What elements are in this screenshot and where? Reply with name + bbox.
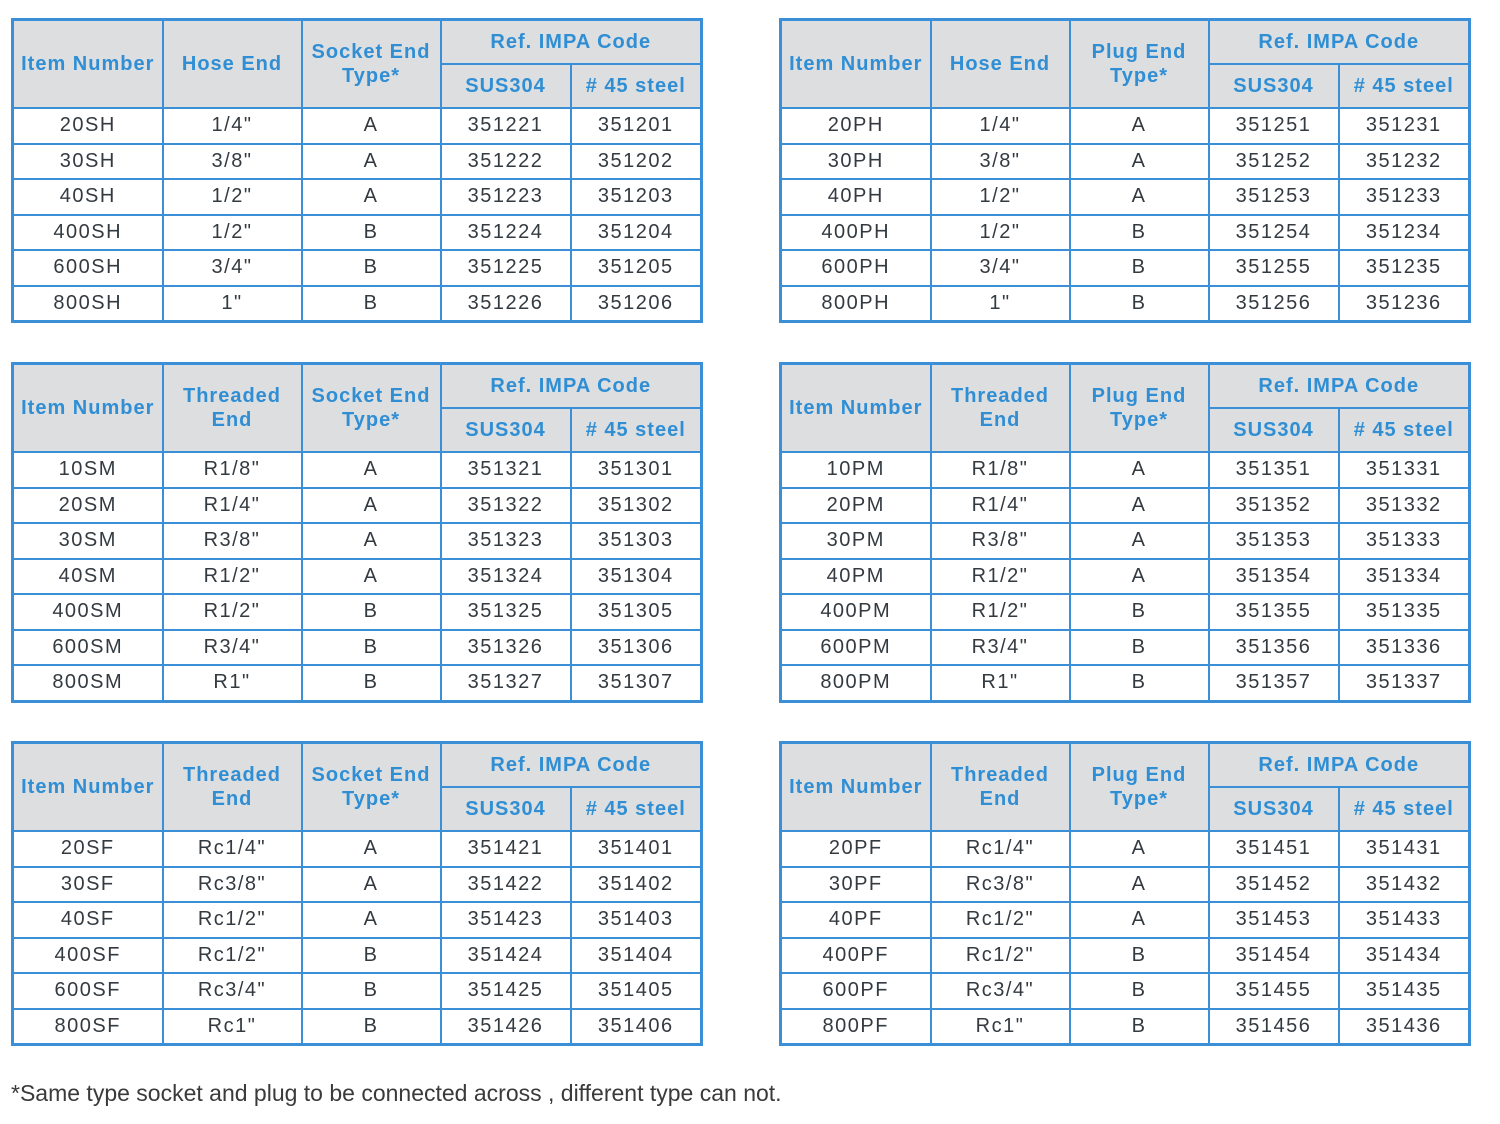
table-row (781, 938, 1470, 974)
end-type-cell: A (302, 831, 441, 867)
steel-code-cell: 351334 (1339, 559, 1470, 595)
item-number-cell: 20SF (13, 831, 163, 867)
end-type-cell: A (302, 523, 441, 559)
impa-code-header: Ref. IMPA Code (1209, 20, 1470, 65)
steel-header: # 45 steel (571, 787, 702, 831)
impa-code-header: Ref. IMPA Code (1209, 364, 1470, 409)
item-number-cell: 600SF (13, 973, 163, 1009)
steel-code-cell: 351204 (571, 215, 702, 251)
end-type-cell: B (1070, 630, 1209, 666)
item-number-cell: 400SM (13, 594, 163, 630)
table-row (13, 250, 702, 286)
table-row (13, 630, 702, 666)
sus304-header: SUS304 (1209, 64, 1339, 108)
steel-code-cell: 351336 (1339, 630, 1470, 666)
end-type-header: Plug End Type* (1070, 20, 1209, 109)
end-size-cell: Rc3/4" (163, 973, 302, 1009)
sus304-code-cell: 351356 (1209, 630, 1339, 666)
table-row (13, 144, 702, 180)
header-row (13, 20, 702, 65)
end-type-cell: A (302, 144, 441, 180)
steel-code-cell: 351231 (1339, 108, 1470, 144)
steel-code-cell: 351236 (1339, 286, 1470, 322)
impa-code-header: Ref. IMPA Code (441, 20, 702, 65)
end-type-cell: A (1070, 144, 1209, 180)
end-type-header: Plug End Type* (1070, 743, 1209, 832)
sus304-code-cell: 351454 (1209, 938, 1339, 974)
sus304-code-cell: 351352 (1209, 488, 1339, 524)
item-number-cell: 800SF (13, 1009, 163, 1045)
item-number-cell: 800SH (13, 286, 163, 322)
end-size-cell: Rc1" (931, 1009, 1070, 1045)
table-row (13, 831, 702, 867)
end-size-cell: 3/4" (931, 250, 1070, 286)
sus304-code-cell: 351223 (441, 179, 571, 215)
steel-header: # 45 steel (1339, 787, 1470, 831)
end-type-cell: B (1070, 286, 1209, 322)
end-type-cell: B (1070, 594, 1209, 630)
item-number-cell: 30SM (13, 523, 163, 559)
item-number-cell: 10SM (13, 452, 163, 488)
item-number-cell: 20PM (781, 488, 931, 524)
item-number-cell: 400SF (13, 938, 163, 974)
item-number-cell: 30SH (13, 144, 163, 180)
sus304-code-cell: 351327 (441, 665, 571, 701)
sus304-code-cell: 351357 (1209, 665, 1339, 701)
sus304-header: SUS304 (441, 787, 571, 831)
item-number-cell: 600SM (13, 630, 163, 666)
steel-header: # 45 steel (1339, 408, 1470, 452)
table-row (13, 179, 702, 215)
end-type-cell: B (302, 594, 441, 630)
steel-code-cell: 351435 (1339, 973, 1470, 1009)
item-number-header: Item Number (13, 743, 163, 832)
item-number-cell: 30SF (13, 867, 163, 903)
table-row (781, 452, 1470, 488)
end-size-cell: R1/4" (931, 488, 1070, 524)
table-row (781, 831, 1470, 867)
steel-code-cell: 351406 (571, 1009, 702, 1045)
end-size-cell: Rc3/8" (931, 867, 1070, 903)
end-type-cell: B (1070, 1009, 1209, 1045)
item-number-cell: 800PM (781, 665, 931, 701)
item-number-cell: 40PF (781, 902, 931, 938)
item-number-cell: 600PM (781, 630, 931, 666)
sus304-header: SUS304 (441, 64, 571, 108)
steel-code-cell: 351301 (571, 452, 702, 488)
end-header: Threaded End (931, 364, 1070, 453)
end-header: Threaded End (931, 743, 1070, 832)
steel-code-cell: 351337 (1339, 665, 1470, 701)
end-size-cell: 1/2" (931, 179, 1070, 215)
steel-code-cell: 351404 (571, 938, 702, 974)
table-row (781, 215, 1470, 251)
table-row (13, 665, 702, 701)
table-row (781, 594, 1470, 630)
end-type-cell: B (302, 250, 441, 286)
table-row (13, 867, 702, 903)
item-number-cell: 600PH (781, 250, 931, 286)
end-type-cell: A (302, 902, 441, 938)
end-size-cell: 1" (163, 286, 302, 322)
table-row (781, 250, 1470, 286)
sus304-code-cell: 351324 (441, 559, 571, 595)
steel-code-cell: 351335 (1339, 594, 1470, 630)
header-row (781, 743, 1470, 788)
end-size-cell: 1/2" (163, 179, 302, 215)
steel-code-cell: 351333 (1339, 523, 1470, 559)
table-row (13, 108, 702, 144)
end-header: Hose End (931, 20, 1070, 109)
end-type-cell: B (302, 973, 441, 1009)
item-number-cell: 600PF (781, 973, 931, 1009)
item-number-cell: 800SM (13, 665, 163, 701)
impa-code-header: Ref. IMPA Code (1209, 743, 1470, 788)
item-number-cell: 20SH (13, 108, 163, 144)
steel-code-cell: 351401 (571, 831, 702, 867)
end-type-cell: A (1070, 831, 1209, 867)
end-type-cell: A (1070, 523, 1209, 559)
end-type-cell: A (302, 179, 441, 215)
sus304-code-cell: 351252 (1209, 144, 1339, 180)
item-number-cell: 20PH (781, 108, 931, 144)
end-size-cell: Rc1/4" (931, 831, 1070, 867)
item-number-header: Item Number (13, 364, 163, 453)
sus304-code-cell: 351351 (1209, 452, 1339, 488)
item-number-cell: 800PF (781, 1009, 931, 1045)
sus304-code-cell: 351422 (441, 867, 571, 903)
table-row (13, 215, 702, 251)
end-type-header: Socket End Type* (302, 20, 441, 109)
item-number-cell: 40SF (13, 902, 163, 938)
table-row (781, 108, 1470, 144)
sus304-code-cell: 351421 (441, 831, 571, 867)
end-type-cell: B (302, 665, 441, 701)
item-number-cell: 40PM (781, 559, 931, 595)
end-size-cell: Rc3/4" (931, 973, 1070, 1009)
steel-header: # 45 steel (1339, 64, 1470, 108)
steel-code-cell: 351205 (571, 250, 702, 286)
end-type-cell: A (302, 867, 441, 903)
sus304-code-cell: 351321 (441, 452, 571, 488)
item-number-cell: 20SM (13, 488, 163, 524)
end-size-cell: R1/4" (163, 488, 302, 524)
steel-code-cell: 351306 (571, 630, 702, 666)
end-type-cell: B (302, 1009, 441, 1045)
steel-code-cell: 351331 (1339, 452, 1470, 488)
end-type-cell: A (1070, 179, 1209, 215)
sus304-code-cell: 351325 (441, 594, 571, 630)
end-header: Threaded End (163, 743, 302, 832)
item-number-cell: 400SH (13, 215, 163, 251)
end-size-cell: R1/8" (163, 452, 302, 488)
sus304-header: SUS304 (1209, 408, 1339, 452)
sus304-code-cell: 351455 (1209, 973, 1339, 1009)
sus304-code-cell: 351222 (441, 144, 571, 180)
table-row (13, 523, 702, 559)
end-size-cell: R3/8" (931, 523, 1070, 559)
item-number-header: Item Number (781, 364, 931, 453)
end-size-cell: 1/4" (163, 108, 302, 144)
table-row (13, 559, 702, 595)
impa-code-header: Ref. IMPA Code (441, 364, 702, 409)
end-type-cell: A (1070, 108, 1209, 144)
end-type-cell: B (1070, 938, 1209, 974)
steel-code-cell: 351234 (1339, 215, 1470, 251)
end-type-cell: A (302, 452, 441, 488)
end-type-cell: B (1070, 665, 1209, 701)
item-number-cell: 400PM (781, 594, 931, 630)
sus304-code-cell: 351424 (441, 938, 571, 974)
table-row (781, 179, 1470, 215)
end-type-cell: A (302, 488, 441, 524)
end-size-cell: R3/4" (931, 630, 1070, 666)
end-type-cell: B (302, 286, 441, 322)
item-number-cell: 600SH (13, 250, 163, 286)
end-size-cell: 1/2" (163, 215, 302, 251)
end-type-cell: A (1070, 867, 1209, 903)
end-size-cell: Rc1/2" (163, 938, 302, 974)
sus304-code-cell: 351225 (441, 250, 571, 286)
steel-code-cell: 351232 (1339, 144, 1470, 180)
end-size-cell: R1/2" (163, 594, 302, 630)
header-row (781, 20, 1470, 65)
item-number-cell: 40SH (13, 179, 163, 215)
steel-code-cell: 351332 (1339, 488, 1470, 524)
end-type-cell: B (1070, 973, 1209, 1009)
item-number-cell: 400PH (781, 215, 931, 251)
sus304-code-cell: 351452 (1209, 867, 1339, 903)
end-type-cell: B (1070, 215, 1209, 251)
sus304-code-cell: 351256 (1209, 286, 1339, 322)
table-row (13, 938, 702, 974)
table-row (781, 559, 1470, 595)
socket-male-thread-table (11, 362, 703, 703)
end-type-cell: A (1070, 488, 1209, 524)
item-number-cell: 30PH (781, 144, 931, 180)
table-row (781, 523, 1470, 559)
end-type-cell: B (302, 215, 441, 251)
steel-code-cell: 351431 (1339, 831, 1470, 867)
end-type-cell: A (1070, 902, 1209, 938)
end-type-cell: B (302, 938, 441, 974)
steel-code-cell: 351434 (1339, 938, 1470, 974)
end-type-cell: A (1070, 559, 1209, 595)
item-number-cell: 40SM (13, 559, 163, 595)
sus304-code-cell: 351253 (1209, 179, 1339, 215)
item-number-cell: 40PH (781, 179, 931, 215)
end-size-cell: 3/8" (163, 144, 302, 180)
end-type-cell: B (1070, 250, 1209, 286)
steel-code-cell: 351436 (1339, 1009, 1470, 1045)
table-row (13, 286, 702, 322)
table-row (781, 286, 1470, 322)
sus304-code-cell: 351251 (1209, 108, 1339, 144)
end-header: Hose End (163, 20, 302, 109)
sus304-code-cell: 351221 (441, 108, 571, 144)
sus304-code-cell: 351323 (441, 523, 571, 559)
end-size-cell: R1/8" (931, 452, 1070, 488)
plug-male-thread-table (779, 362, 1471, 703)
plug-hose-end-table (779, 18, 1471, 323)
sus304-code-cell: 351423 (441, 902, 571, 938)
end-size-cell: Rc1" (163, 1009, 302, 1045)
item-number-header: Item Number (781, 743, 931, 832)
item-number-cell: 30PF (781, 867, 931, 903)
table-row (13, 488, 702, 524)
end-size-cell: 1/2" (931, 215, 1070, 251)
sus304-code-cell: 351425 (441, 973, 571, 1009)
table-row (13, 594, 702, 630)
table-row (13, 973, 702, 1009)
steel-code-cell: 351201 (571, 108, 702, 144)
table-row (13, 1009, 702, 1045)
sus304-code-cell: 351255 (1209, 250, 1339, 286)
end-size-cell: R3/4" (163, 630, 302, 666)
table-row (13, 452, 702, 488)
item-number-header: Item Number (781, 20, 931, 109)
steel-code-cell: 351233 (1339, 179, 1470, 215)
end-type-cell: A (302, 559, 441, 595)
end-header: Threaded End (163, 364, 302, 453)
end-size-cell: 1/4" (931, 108, 1070, 144)
sus304-code-cell: 351355 (1209, 594, 1339, 630)
header-row (781, 364, 1470, 409)
end-size-cell: Rc3/8" (163, 867, 302, 903)
end-size-cell: R1/2" (931, 594, 1070, 630)
item-number-cell: 30PM (781, 523, 931, 559)
steel-code-cell: 351206 (571, 286, 702, 322)
table-row (781, 973, 1470, 1009)
table-row (781, 867, 1470, 903)
table-row (781, 630, 1470, 666)
steel-code-cell: 351235 (1339, 250, 1470, 286)
end-size-cell: 1" (931, 286, 1070, 322)
sus304-code-cell: 351451 (1209, 831, 1339, 867)
steel-code-cell: 351307 (571, 665, 702, 701)
end-size-cell: 3/8" (931, 144, 1070, 180)
end-size-cell: Rc1/2" (931, 938, 1070, 974)
end-size-cell: R3/8" (163, 523, 302, 559)
end-size-cell: R1" (931, 665, 1070, 701)
steel-code-cell: 351403 (571, 902, 702, 938)
end-size-cell: R1/2" (163, 559, 302, 595)
sus304-code-cell: 351224 (441, 215, 571, 251)
table-row (781, 665, 1470, 701)
steel-code-cell: 351303 (571, 523, 702, 559)
end-type-cell: A (302, 108, 441, 144)
steel-code-cell: 351402 (571, 867, 702, 903)
header-row (13, 743, 702, 788)
end-size-cell: 3/4" (163, 250, 302, 286)
end-size-cell: Rc1/4" (163, 831, 302, 867)
sus304-code-cell: 351326 (441, 630, 571, 666)
item-number-header: Item Number (13, 20, 163, 109)
steel-code-cell: 351433 (1339, 902, 1470, 938)
sus304-code-cell: 351226 (441, 286, 571, 322)
end-size-cell: R1" (163, 665, 302, 701)
sus304-code-cell: 351322 (441, 488, 571, 524)
item-number-cell: 20PF (781, 831, 931, 867)
steel-header: # 45 steel (571, 408, 702, 452)
sus304-code-cell: 351353 (1209, 523, 1339, 559)
end-type-header: Socket End Type* (302, 743, 441, 832)
sus304-code-cell: 351453 (1209, 902, 1339, 938)
sus304-header: SUS304 (1209, 787, 1339, 831)
steel-code-cell: 351432 (1339, 867, 1470, 903)
item-number-cell: 800PH (781, 286, 931, 322)
header-row (13, 364, 702, 409)
steel-code-cell: 351203 (571, 179, 702, 215)
steel-code-cell: 351202 (571, 144, 702, 180)
table-row (781, 488, 1470, 524)
table-row (781, 1009, 1470, 1045)
sus304-code-cell: 351254 (1209, 215, 1339, 251)
steel-code-cell: 351302 (571, 488, 702, 524)
end-size-cell: Rc1/2" (931, 902, 1070, 938)
item-number-cell: 10PM (781, 452, 931, 488)
end-type-header: Plug End Type* (1070, 364, 1209, 453)
socket-hose-end-table (11, 18, 703, 323)
footnote: *Same type socket and plug to be connected across , different type can not. (11, 1080, 782, 1106)
steel-code-cell: 351305 (571, 594, 702, 630)
table-row (13, 902, 702, 938)
socket-female-thread-table (11, 741, 703, 1046)
sus304-header: SUS304 (441, 408, 571, 452)
sus304-code-cell: 351426 (441, 1009, 571, 1045)
sus304-code-cell: 351456 (1209, 1009, 1339, 1045)
table-row (781, 902, 1470, 938)
table-row (781, 144, 1470, 180)
steel-code-cell: 351405 (571, 973, 702, 1009)
steel-header: # 45 steel (571, 64, 702, 108)
steel-code-cell: 351304 (571, 559, 702, 595)
end-type-header: Socket End Type* (302, 364, 441, 453)
plug-female-thread-table (779, 741, 1471, 1046)
end-type-cell: A (1070, 452, 1209, 488)
sus304-code-cell: 351354 (1209, 559, 1339, 595)
impa-code-header: Ref. IMPA Code (441, 743, 702, 788)
end-size-cell: Rc1/2" (163, 902, 302, 938)
end-size-cell: R1/2" (931, 559, 1070, 595)
item-number-cell: 400PF (781, 938, 931, 974)
end-type-cell: B (302, 630, 441, 666)
